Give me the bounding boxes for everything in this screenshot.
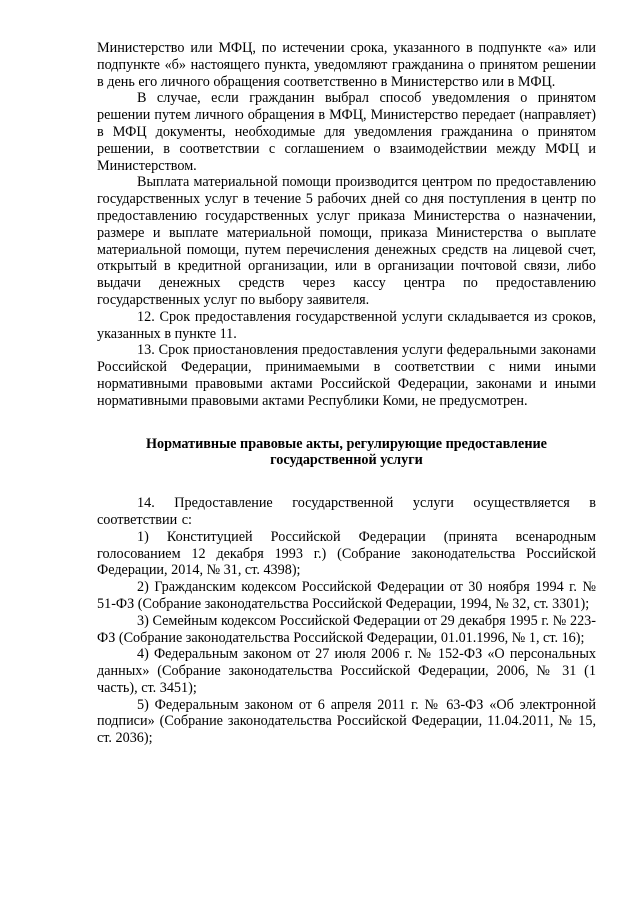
paragraph-item-14: 14. Предоставление государственной услуги осуществляется в соответствии с: (97, 495, 596, 528)
section-heading: Нормативные правовые акты, регулирующие предоставление государственной услуги (146, 435, 547, 469)
list-item-personal-data-law: 4) Федеральным законом от 27 июля 2006 г. № 152-ФЗ «О персональных данных» (Собрание законодательства Российской Федерации, 2006, № 31 (1 часть), ст. 3451); (97, 646, 596, 696)
paragraph-item-12: 12. Срок предоставления государственной услуги складывается из сроков, указанных в пункте 11. (97, 308, 596, 342)
paragraph-notification-continued: Министерство или МФЦ, по истечении срока, указанного в подпункте «а» или подпункте «б» настоящего пункта, уведомляют гражданина о принятом решении в день его личного обращения соответственно в Министерство или в МФЦ. (97, 40, 596, 90)
list-item-family-code: 3) Семейным кодексом Российской Федерации от 29 декабря 1995 г. № 223-ФЗ (Собрание законодательства Российской Федерации, 01.01.1996, № 1, ст. 16); (97, 612, 596, 646)
paragraph-mfc-notification: В случае, если гражданин выбрал способ уведомления о принятом решении путем личного обращения в МФЦ, Министерство передает (направляет) в МФЦ документы, необходимые для уведомления гражданина о принятом решении, в соответствии с соглашением о взаимодействии между МФЦ и Министерством. (97, 90, 596, 174)
list-item-electronic-signature-law: 5) Федеральным законом от 6 апреля 2011 г. № 63-ФЗ «Об электронной подписи» (Собрание законодательства Российской Федерации, 11.04.2011, № 15, ст. 2036); (97, 696, 596, 747)
paragraph-item-13: 13. Срок приостановления предоставления услуги федеральными законами Российской Федерации, принимаемыми в соответствии с ними иными нормативными правовыми актами Российской Федерации, законами и иными нормативными правовыми актами Республики Коми, не предусмотрен. (97, 342, 596, 409)
list-item-civil-code: 2) Гражданским кодексом Российской Федерации от 30 ноября 1994 г. № 51-ФЗ (Собрание законодательства Российской Федерации, 1994, № 32, ст. 3301); (97, 579, 596, 612)
document-page (97, 40, 596, 747)
paragraph-payment: Выплата материальной помощи производится центром по предоставлению государственных услуг в течение 5 рабочих дней со дня поступления в центр по предоставлению государственных услуг приказа Министерства о назначении, размере и выплате материальной помощи, приказа Министерства о выплате материальной помощи, путем перечисления денежных средств на лицевой счет, открытый в кредитной организации, или в организации почтовой связи, либо выдачи денежных средств через кассу центра по предоставлению государственных услуг по выбору заявителя. (97, 174, 596, 308)
list-item-constitution: 1) Конституцией Российской Федерации (принята всенародным голосованием 12 декабря 1993 г.) (Собрание законодательства Российской Федерации, 2014, № 31, ст. 4398); (97, 528, 596, 579)
